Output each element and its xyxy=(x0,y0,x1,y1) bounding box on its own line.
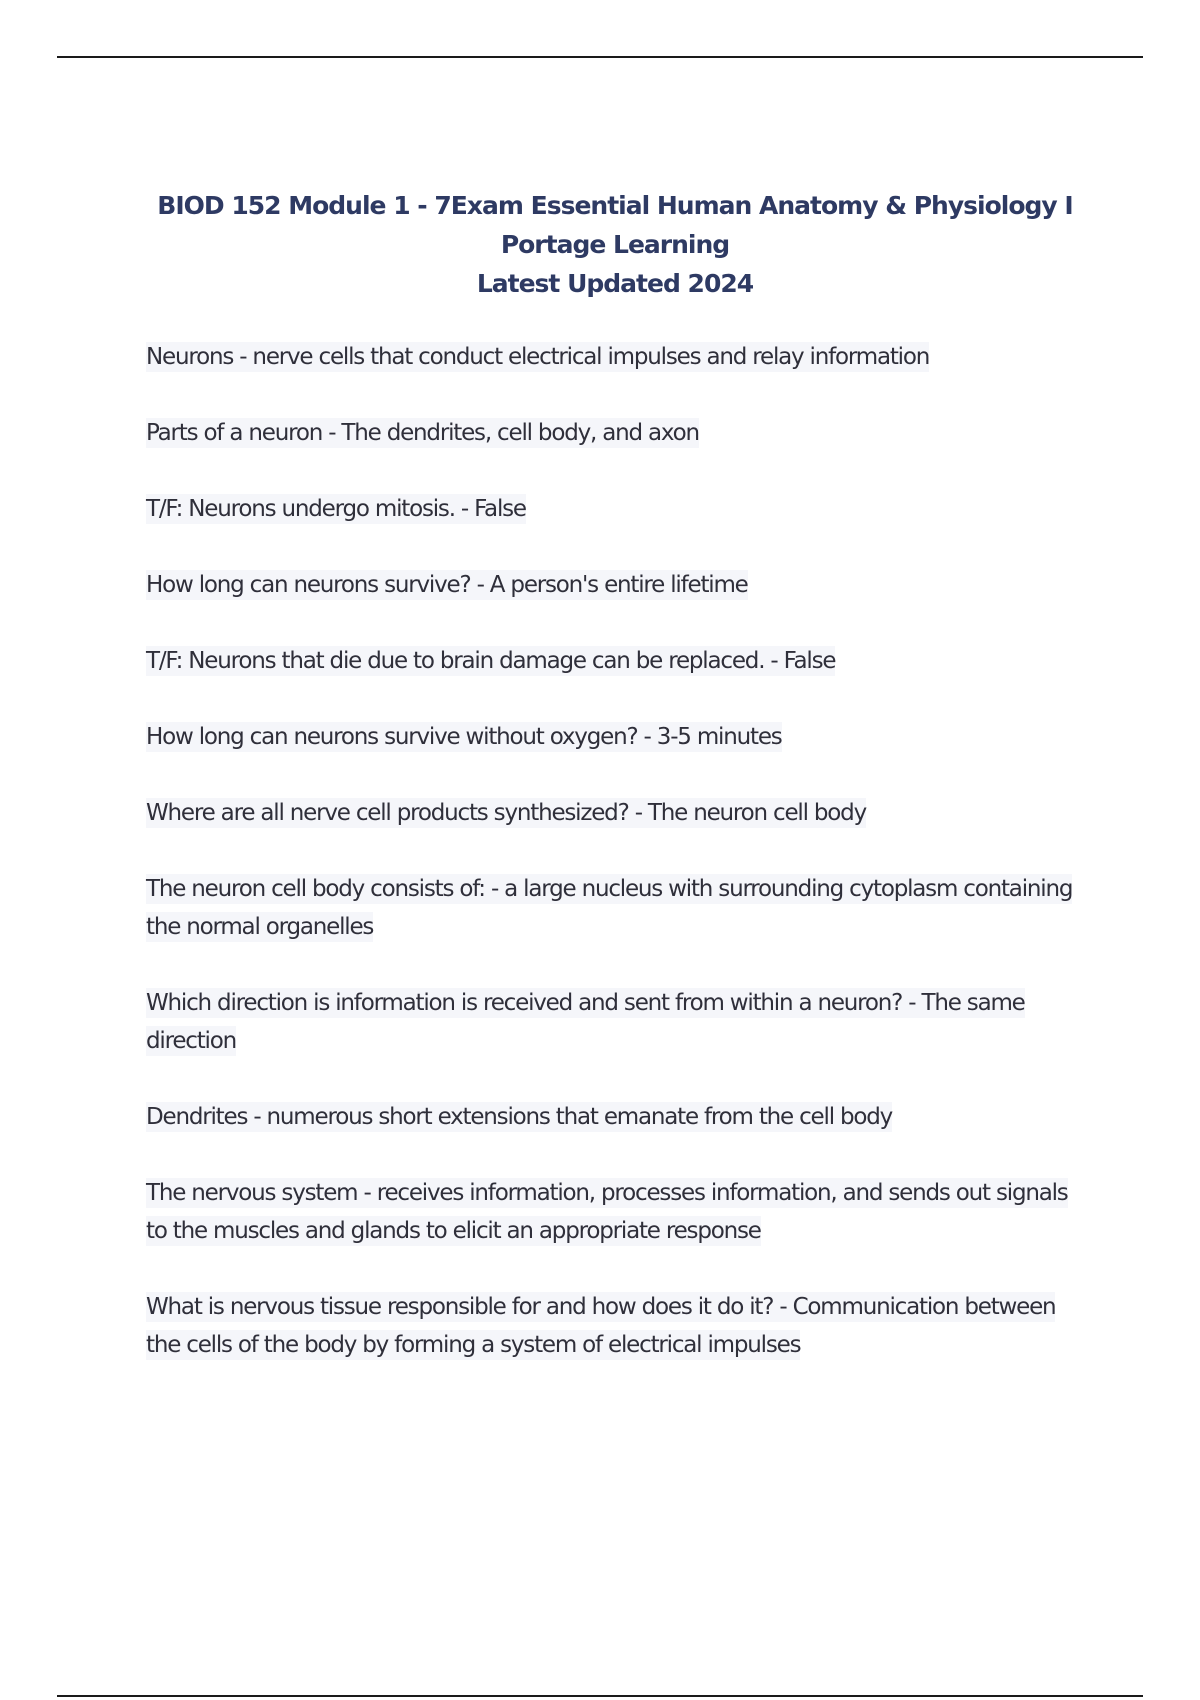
list-item-text: How long can neurons survive without oxygen? - 3-5 minutes xyxy=(146,724,782,750)
list-item-text: T/F: Neurons that die due to brain damage can be replaced. - False xyxy=(146,648,836,674)
list-item-text: The nervous system - receives information, processes information, and sends out signals to the muscles and glands to elicit an appropriate response xyxy=(146,1180,1068,1244)
document-title xyxy=(110,186,1120,303)
list-item xyxy=(146,338,1076,376)
list-item xyxy=(146,870,1076,946)
bottom-rule xyxy=(57,1695,1143,1697)
top-rule xyxy=(57,56,1143,58)
list-item xyxy=(146,1288,1076,1364)
list-item-text: Dendrites - numerous short extensions that emanate from the cell body xyxy=(146,1104,893,1130)
list-item-text: Neurons - nerve cells that conduct electrical impulses and relay information xyxy=(146,344,930,370)
list-item xyxy=(146,642,1076,680)
list-item xyxy=(146,414,1076,452)
list-item-text: T/F: Neurons undergo mitosis. - False xyxy=(146,496,526,522)
list-item-text: Where are all nerve cell products synthesized? - The neuron cell body xyxy=(146,800,866,826)
list-item xyxy=(146,1174,1076,1250)
list-item xyxy=(146,490,1076,528)
title-line-2: Latest Updated 2024 xyxy=(476,269,754,298)
list-item xyxy=(146,1098,1076,1136)
list-item-text: The neuron cell body consists of: - a large nucleus with surrounding cytoplasm containing the normal organelles xyxy=(146,876,1073,940)
list-item-text: Which direction is information is received and sent from within a neuron? - The same direction xyxy=(146,990,1025,1054)
list-item-text: How long can neurons survive? - A person's entire lifetime xyxy=(146,572,748,598)
list-item xyxy=(146,984,1076,1060)
list-item-text: What is nervous tissue responsible for and how does it do it? - Communication between the cells of the body by forming a system of electrical impulses xyxy=(146,1294,1056,1358)
list-item xyxy=(146,566,1076,604)
list-item-text: Parts of a neuron - The dendrites, cell body, and axon xyxy=(146,420,699,446)
list-item xyxy=(146,794,1076,832)
title-line-1: BIOD 152 Module 1 - 7Exam Essential Human Anatomy & Physiology I Portage Learning xyxy=(157,191,1073,259)
qa-list xyxy=(146,338,1076,1402)
list-item xyxy=(146,718,1076,756)
